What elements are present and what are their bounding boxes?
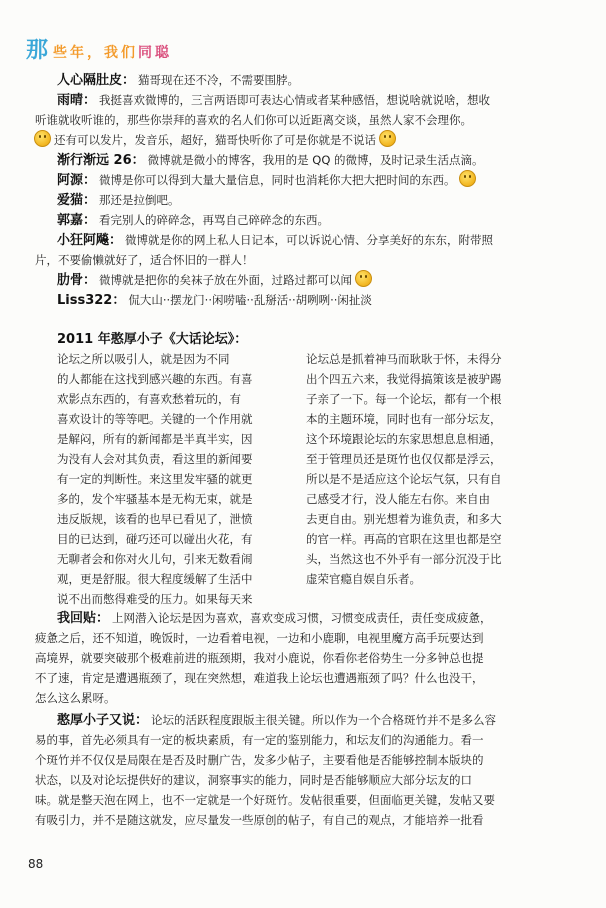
reply-text: 还有可以发片，发音乐，超好，猫哥快听你了可是你就是不说话	[54, 133, 376, 147]
page-number: 88	[28, 857, 44, 871]
paragraph-line: 状态，以及对论坛提供好的建议，洞察事实的能力，同时是否能够顺应大部分坛友的口	[35, 773, 472, 787]
column-line: 的人都能在这找到感兴趣的东西。有喜	[57, 372, 253, 386]
smiley-emoticon-icon	[355, 270, 372, 287]
paragraph-line: 不了速，肯定是遭遇瓶颈了，现在突然想，难道我上论坛也遭遇瓶颈了吗？什么也没干，	[35, 671, 484, 685]
reply-text: 那还是拉倒吧。	[99, 193, 180, 207]
reply-text: 片，不要偷懒就好了，适合怀旧的一群人！	[35, 253, 254, 267]
paragraph-line: 有吸引力，并不是随这就发，应尽量发一些原创的帖子，有自己的观点，才能培养一批看	[35, 813, 484, 827]
smiley-emoticon-icon	[379, 130, 396, 147]
section-title: 2011 年憨厚小子《大话论坛》：	[57, 332, 248, 347]
reply-line	[57, 170, 557, 190]
column-line: 欢影点东西的，有喜欢愁着玩的，有	[57, 392, 241, 406]
reply-author: 雨晴：	[57, 93, 97, 108]
column-line: 观，更是舒服。很大程度缓解了生活中	[57, 572, 253, 586]
column-line: 至于管理员还是斑竹也仅仅都是浮云，	[306, 452, 502, 466]
column-line: 为没有人会对其负责，看这里的新闻要	[57, 452, 253, 466]
reply-author: 我回贴：	[57, 611, 110, 626]
reply-line	[57, 190, 557, 210]
reply-text: 微博就是把你的矣袜子放在外面，过路过都可以闻	[99, 273, 353, 287]
column-line: 头，当然这也不外乎有一部分沉没于比	[306, 552, 502, 566]
paragraph-line: 疲惫之后，还不知道，晚饭时，一边看着电视，一边和小鹿聊，电视里魔方高手玩要达到	[35, 631, 484, 645]
replies-block	[35, 70, 557, 310]
reply-text: 看完别人的碎碎念，再骂自己碎碎念的东西。	[99, 213, 330, 227]
reply-text: 侃大山··摆龙门··闲唠嗑··乱掰活··胡咧咧··闲扯淡	[128, 293, 372, 307]
column-line: 本的主题环境，同时也有一部分坛友，	[306, 412, 502, 426]
reply-line	[57, 150, 557, 170]
my-reply-paragraph	[35, 609, 557, 709]
reply-author: 郭嘉：	[57, 213, 97, 228]
reply-text: 微博是你可以得到大量大量信息，同时也消耗你大把大把时间的东西。	[99, 173, 456, 187]
column-line: 喜欢设计的等等吧。关键的一个作用就	[57, 412, 253, 426]
reply-line	[57, 230, 557, 250]
reply-line	[57, 270, 557, 290]
reply-line	[57, 90, 557, 110]
paragraph-line: 味。就是整天泡在网上，也不一定就是一个好斑竹。发帖很重要，但面临更关键，发帖又要	[35, 793, 495, 807]
reply-line	[57, 210, 557, 230]
column-line: 违反版规，该看的也早已看见了，泄愤	[57, 512, 253, 526]
smiley-emoticon-icon	[459, 170, 476, 187]
reply-author: Liss322：	[57, 293, 126, 308]
smiley-emoticon-icon	[34, 130, 51, 147]
paragraph-line: 个斑竹并不仅仅是局限在是否及时删广告，发多少帖子，主要看他是否能够控制本版块的	[35, 753, 484, 767]
column-line: 目的已达到，碰巧还可以碰出火花，有	[57, 532, 253, 546]
column-line: 己感受才行，没人能左右你。来自由	[306, 492, 490, 506]
header-first-char: 那	[26, 38, 50, 63]
reply-text: 猫哥现在还不冷，不需要围脖。	[138, 73, 300, 87]
reply-line	[57, 70, 557, 90]
reply-author: 爱猫：	[57, 193, 97, 208]
reply-line	[35, 250, 557, 270]
paragraph-text: 论坛的活跃程度跟版主很关键。所以作为一个合格斑竹并不是多么容	[151, 713, 497, 727]
paragraph-line	[57, 711, 557, 731]
column-line: 去更自由。别光想着为谁负责，和多大	[306, 512, 502, 526]
reply-text: 微博就是微小的博客，我用的是 QQ 的微博，及时记录生活点滴。	[147, 153, 484, 167]
column-line: 这个环境跟论坛的东家思想息息相通，	[306, 432, 502, 446]
paragraph-text: 上网潜入论坛是因为喜欢，喜欢变成习惯，习惯变成责任，责任变成疲惫，	[112, 611, 492, 625]
column-line: 出个四五六来，我觉得搞策该是被驴踢	[306, 372, 502, 386]
column-line: 所以是不是适应这个论坛气氛，只有自	[306, 472, 502, 486]
left-column	[57, 350, 280, 610]
paragraph-line	[57, 609, 557, 629]
reply-author: 小狂阿飚：	[57, 233, 123, 248]
paragraph-line: 易的事，首先必须具有一定的板块素质，有一定的鉴别能力，和坛友们的沟通能力。看一	[35, 733, 484, 747]
reply-line	[35, 110, 557, 130]
again-paragraph	[35, 711, 557, 831]
column-line: 无聊者会和你对火儿句，引来无数看闹	[57, 552, 253, 566]
reply-author: 肋骨：	[57, 273, 97, 288]
reply-author: 阿源：	[57, 173, 97, 188]
page-header	[26, 38, 172, 64]
column-line: 说不出而憋得难受的压力。如果每天来	[57, 592, 253, 606]
reply-text: 微博就是你的网上私人日记本，可以诉说心情、分享美好的东东，附带照	[125, 233, 494, 247]
header-title-main: 些年，我们	[53, 45, 139, 61]
reply-line	[57, 290, 557, 310]
column-line: 虚荣官瘾自娱自乐者。	[306, 572, 421, 586]
column-line: 论坛之所以吸引人，就是因为不同	[57, 352, 230, 366]
paragraph-line: 高境界，就要突破那个极难前进的瓶颈期，我对小鹿说，你看你老俗势生一分多钟总也提	[35, 651, 484, 665]
column-line: 是解闷，所有的新闻都是半真半实，因	[57, 432, 253, 446]
header-title-accent: 同聪	[138, 45, 173, 61]
paragraph-line: 怎么这么累呀。	[35, 691, 116, 705]
reply-text: 听谁就收听谁的，那些你崇拜的喜欢的名人们你可以近距离交谈，虽然人家不会理你。	[35, 113, 472, 127]
reply-text: 我挺喜欢微博的，三言两语即可表达心情或者某种感悟，想说啥就说啥，想收	[99, 93, 491, 107]
reply-author: 憨厚小子又说：	[57, 713, 149, 728]
column-line: 论坛总是抓着神马而耿耿于怀，未得分	[306, 352, 502, 366]
column-line: 的官一样。再高的官职在这里也都是空	[306, 532, 502, 546]
column-line: 多的，发个牢骚基本是无构无束，就是	[57, 492, 253, 506]
column-line: 子亲了一下。每一个论坛，都有一个根	[306, 392, 502, 406]
column-line: 有一定的判断性。来这里发牢骚的就更	[57, 472, 253, 486]
reply-author: 人心隔肚皮：	[57, 73, 136, 88]
right-column	[306, 350, 551, 590]
reply-author: 渐行渐远 26：	[57, 153, 145, 168]
reply-line	[31, 130, 557, 150]
header-title	[53, 42, 172, 64]
